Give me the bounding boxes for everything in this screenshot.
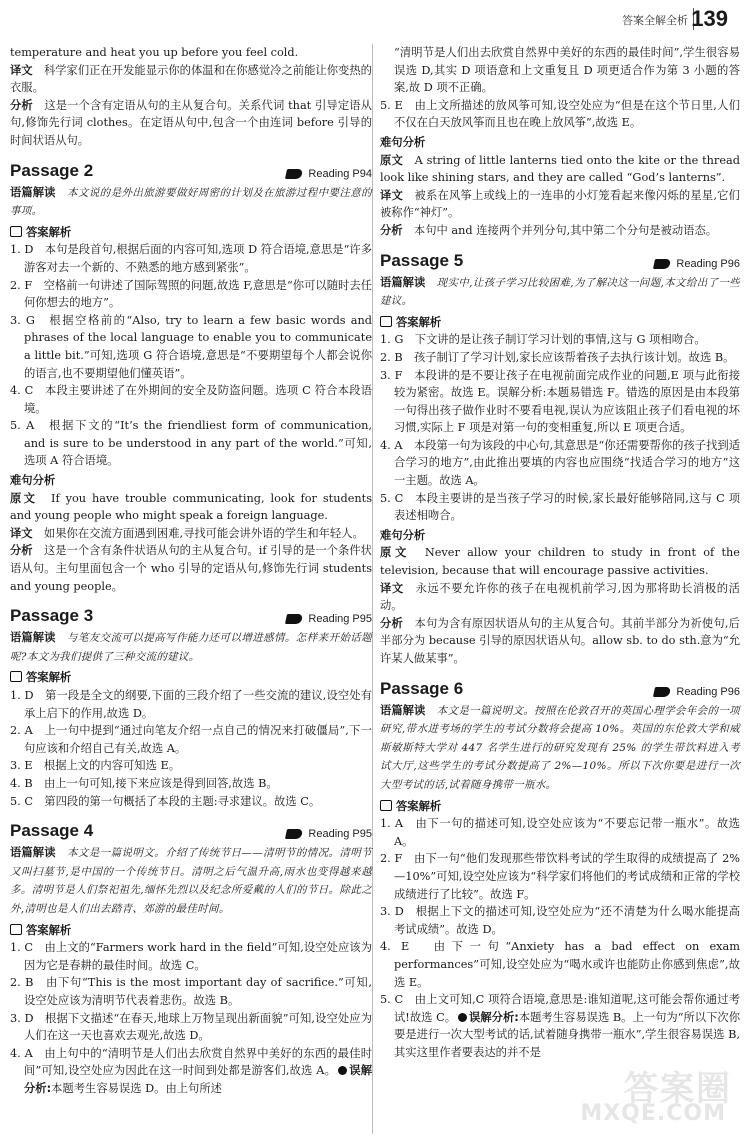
reading-ref-text: Reading P95: [308, 613, 372, 626]
passage-heading: [10, 605, 372, 627]
answer-item: 2. B 由下句“This is the most important day of sacrifice.”可知,设空处应该为清明节代表着悲伤。故选 B。: [10, 976, 372, 1007]
translation-text: 科学家们正在开发能显示你的体温和在你感觉冷之前能让你变热的衣服。: [10, 63, 372, 95]
label-translation: 译文: [10, 526, 33, 540]
difficult-sentence-heading: 难句分析: [380, 528, 426, 542]
page-number: 139: [691, 6, 728, 31]
answer-heading: [10, 224, 372, 242]
left-column: [10, 44, 372, 1097]
analysis-paragraph: [380, 222, 740, 240]
passage-heading: [380, 678, 740, 700]
passage-intro: [380, 702, 740, 795]
original-text: [10, 490, 372, 525]
answer-heading-text: 答案解析: [396, 799, 442, 813]
answer-item: 5. E 由上文所描述的放风筝可知,设空处应为“但是在这个节日里,人们不仅在白天放风筝而且也在晚上放风筝”,故选 E。: [380, 98, 740, 130]
label-translation: 译文: [380, 581, 404, 595]
answer-heading: [380, 798, 740, 816]
answer-item: 1. C 由上文的“Farmers work hard in the field”可知,设空处应该为因为它是春耕的最佳时间。故选 C。: [10, 941, 372, 972]
answer-item: 2. F 空格前一句讲述了国际驾照的问题,故选 F,意思是“你可以随时去任何你想去的地方”。: [10, 278, 372, 310]
passage-intro: [380, 274, 740, 311]
label-analysis: 分析: [380, 223, 403, 237]
answer-item: [10, 1045, 372, 1098]
header-label: 答案全解全析: [622, 14, 688, 27]
label-original: 原文: [10, 491, 38, 505]
answer-heading-text: 答案解析: [26, 225, 72, 239]
reading-ref: [286, 166, 372, 182]
column-divider: [372, 44, 373, 1134]
translation-paragraph: [380, 187, 740, 222]
answer-heading-text: 答案解析: [396, 315, 442, 329]
page-header: [0, 0, 750, 36]
reading-ref-text: Reading P94: [308, 167, 372, 180]
original-text: [380, 544, 740, 579]
intro-text: 本文是一篇说明文。介绍了传统节日——清明节的情况。清明节又叫扫墓节,是中国的一个传统节日。清明之后气温升高,雨水也变得越来越多。清明节是人们祭祀祖先,缅怀先烈以及纪念所爱戴的人们的节日。除此之外,清明也是人们出去踏青、郊游的最佳时间。: [10, 847, 372, 915]
answer-item: 2. A 上一句中提到“通过向笔友介绍一点自己的情况来打破僵局”,下一句应该和介绍自己有关,故选 A。: [10, 724, 372, 755]
lock-icon: [380, 316, 392, 327]
label-translation: 译文: [10, 63, 33, 77]
translation-text: 如果你在交流方面遇到困难,寻找可能会讲外语的学生和年轻人。: [43, 526, 364, 540]
pointing-hand-icon: [653, 687, 671, 697]
answer-item: 5. C 第四段的第一句概括了本段的主题:寻求建议。故选 C。: [10, 794, 321, 808]
difficult-sentence-heading: 难句分析: [380, 135, 426, 149]
continued-text: “清明节是人们出去欣赏自然界中美好的东西的最佳时间”,学生很容易误选 D,其实 D 项语意和上文重复且 D 项更适合作为第 3 小题的答案,故 D 项不正确。: [394, 46, 740, 95]
pointing-hand-icon: [653, 259, 671, 269]
analysis-paragraph: [10, 542, 372, 595]
passage-title: Passage 4: [10, 821, 94, 841]
error-analysis-text: 本题考生容易误选 B。上一句为“所以下次你要是进行一次大型考试的话,试着随身携带一瓶水”,学生很容易误选 B,其实这里作者要表达的并不是: [394, 1010, 740, 1059]
label-analysis: 分析: [10, 544, 33, 558]
error-analysis-label: 误解分析:: [24, 1064, 372, 1095]
answer-item: 3. F 本段讲的是不要让孩子在电视前面完成作业的问题,E 项与此衔接较为紧密。故选 E。误解分析:本题易错选 F。错选的原因是由本段第一句得出孩子做作业时不要看电视,误认为应该阻止孩子们看电视的坏习惯,实际上 F 项是对第一句的变相重复,所以 E 项更合适。: [380, 368, 740, 435]
analysis-paragraph: [380, 615, 740, 668]
lock-icon: [10, 671, 22, 682]
analysis-text: 这是一个含有定语从句的主从复合句。关系代词 that 引导定语从句,修饰先行词 clothes。在定语从句中,包含一个由连词 before 引导的时间状语从句。: [10, 98, 372, 147]
answer-item: 2. F 由下一句“他们发现那些带饮料考试的学生取得的成绩提高了 2%—10%”可知,设空处应该为“科学家们将他们的考试成绩和正常的学校成绩进行了比较”。故选 F。: [380, 852, 740, 901]
error-marker-icon: [458, 1013, 467, 1022]
original-sentence: If you have trouble communicating, look for students and young people who might speak a foreign language.: [10, 491, 372, 523]
original-text: [380, 152, 740, 187]
answer-item: 4. C 本段主要讲述了在外期间的安全及防盗问题。选项 C 符合本段语境。: [10, 384, 372, 415]
error-analysis-text: 本题考生容易误选 D。由上句所述: [51, 1081, 222, 1095]
lock-icon: [380, 800, 392, 811]
analysis-text: 本句为含有原因状语从句的主从复合句。其前半部分为祈使句,后半部分为 because 引导的原因状语从句。allow sb. to do sth.意为“允许某人做某事”。: [380, 616, 740, 665]
reading-ref-text: Reading P96: [676, 257, 740, 270]
intro-text: 本文是一篇说明文。按照在伦敦召开的英国心理学会年会的一项研究,带水进考场的学生的考试分数将会提高 10%。英国的东伦敦大学和威斯敏斯特大学对 447 名学生进行的研究发现有 25% 的学生带饮料进入考试大厅,这些学生的考试分数提高了 2%—10%。所以下次你要是进行一次大型考试的话,试着随身携带一瓶水。: [380, 704, 740, 791]
passage-heading: [380, 250, 740, 272]
label-analysis: 分析: [10, 98, 33, 112]
answer-heading: [10, 922, 372, 940]
answer-heading-text: 答案解析: [26, 671, 72, 685]
translation-paragraph: [10, 62, 372, 97]
answer-item: 5. C 本段主要讲的是当孩子学习的时候,家长最好能够陪同,这与 C 项表述相吻合。: [380, 491, 740, 523]
passage-title: Passage 5: [380, 250, 464, 270]
pointing-hand-icon: [285, 614, 303, 624]
answer-item: 4. B 由上一句可知,接下来应该是得到回答,故选 B。: [10, 776, 278, 790]
passage-intro: [10, 184, 372, 221]
answer-text: 4. A 由上句中的“清明节是人们出去欣赏自然界中美好的东西的最佳时间”可知,设空处应为因此在这一时间到处都是游客们,故选 A。: [10, 1046, 372, 1078]
label-intro: 语篇解读: [10, 631, 56, 645]
answer-item: 5. A 根据下文的“It’s the friendliest form of communication, and is sure to be understood in any part of the world.”可知,选项 A 符合语境。: [10, 419, 372, 468]
analysis-paragraph: [10, 97, 372, 150]
label-translation: 译文: [380, 188, 403, 202]
answer-item: 3. D 根据上下文的描述可知,设空处应为“还不清楚为什么喝水能提高考试成绩”。故选 D。: [380, 905, 740, 936]
translation-text: 被系在风筝上或线上的一连串的小灯笼看起来像闪烁的星星,它们被称作“神灯”。: [380, 188, 740, 220]
label-intro: 语篇解读: [10, 185, 56, 199]
label-analysis: 分析: [380, 616, 403, 630]
intro-text: 现实中,让孩子学习比较困难,为了解决这一问题,本文给出了一些建议。: [380, 276, 740, 308]
answer-item: 1. A 由下一句的描述可知,设空处应该为“不要忘记带一瓶水”。故选 A。: [380, 817, 740, 848]
intro-text: 与笔友交流可以提高写作能力还可以增进感情。怎样来开始话题呢?本文为我们提供了三种交流的建议。: [10, 632, 372, 663]
passage-intro: [10, 844, 372, 918]
original-sentence: A string of little lanterns tied onto the kite or the thread look like shining stars, and they are called “God’s lanterns”.: [380, 153, 740, 185]
passage-title: Passage 2: [10, 160, 94, 180]
label-original: 原文: [380, 546, 410, 560]
answer-item: 4. E 由下一句“Anxiety has a bad effect on exam performances”可知,设空处应为“喝水或许也能防止你感到焦虑”,故选 E。: [380, 940, 740, 989]
answer-item: 3. E 根据上文的内容可知选 E。: [10, 759, 181, 773]
translation-text: 永远不要允许你的孩子在电视机前学习,因为那将助长消极的活动。: [380, 581, 740, 613]
reading-ref-text: Reading P96: [676, 685, 740, 698]
reading-ref: [286, 611, 372, 627]
answer-item: 1. D 本句是段首句,根据后面的内容可知,选项 D 符合语境,意思是“许多游客对去一个新的、不熟悉的地方感到紧张”。: [10, 243, 372, 274]
analysis-text: 这是一个含有条件状语从句的主从复合句。if 引导的是一个条件状语从句。主句里面包含一个 who 引导的定语从句,修饰先行词 students and young people。: [10, 544, 372, 593]
translation-paragraph: [380, 580, 740, 615]
answer-item: 3. D 根据下文描述“在春天,地球上万物呈现出新面貌”可知,设空处应为人们在这一天也喜欢去观光,故选 D。: [10, 1011, 372, 1043]
answer-text: 5. C 由上文可知,C 项符合语境,意思是:谁知道呢,这可能会帮你通过考试!故选 C。: [380, 993, 740, 1024]
label-intro: 语篇解读: [380, 703, 426, 717]
passage-title: Passage 3: [10, 606, 94, 626]
analysis-text: 本句中 and 连接两个并列分句,其中第二个分句是被动语态。: [413, 223, 718, 237]
passage-title: Passage 6: [380, 678, 464, 698]
intro-text: 本文说的是外出旅游要做好周密的计划及在旅游过程中要注意的事项。: [10, 186, 372, 218]
error-marker-icon: [338, 1066, 347, 1075]
watermark-logo: [580, 1061, 736, 1131]
passage-intro: [10, 629, 372, 666]
passage-heading: [10, 820, 372, 842]
text-line: temperature and heat you up before you feel cold.: [10, 46, 299, 59]
reading-ref: [286, 826, 372, 842]
answer-heading: [380, 314, 740, 332]
error-analysis-label: 误解分析:: [469, 1010, 519, 1024]
lock-icon: [10, 924, 22, 935]
reading-ref: [654, 256, 740, 272]
right-column: [380, 44, 740, 1061]
translation-paragraph: [10, 525, 372, 543]
reading-ref-text: Reading P95: [308, 828, 372, 841]
label-intro: 语篇解读: [10, 846, 56, 860]
passage-heading: [10, 160, 372, 182]
answer-heading-text: 答案解析: [26, 923, 72, 937]
answer-item: 1. G 下文讲的是让孩子制订学习计划的事情,这与 G 项相吻合。: [380, 333, 706, 347]
watermark-text: 答案圈: [624, 1069, 732, 1109]
pointing-hand-icon: [285, 829, 303, 839]
label-original: 原文: [380, 153, 404, 167]
answer-item: 3. G 根据空格前的“Also, try to learn a few basic words and phrases of the local language to enable you to communicate a little bit.”可知,选项 G 符合语境,意思是“不要期望每个人都会说你的语言,也不要期望他们懂英语”。: [10, 313, 372, 380]
answer-item: [380, 991, 740, 1061]
lock-icon: [10, 226, 22, 237]
watermark-url: MXQE.COM: [580, 1101, 726, 1126]
answer-item: 1. D 第一段是全文的纲要,下面的三段介绍了一些交流的建议,设空处有承上启下的作用,故选 D。: [10, 689, 372, 720]
label-intro: 语篇解读: [380, 275, 426, 289]
answer-item: 2. B 孩子制订了学习计划,家长应该帮着孩子去执行该计划。故选 B。: [380, 350, 735, 364]
answer-item: 4. A 本段第一句为该段的中心句,其意思是“你还需要帮你的孩子找到适合学习的地方”,由此推出要填的内容也应围绕“找适合学习的地方”这一主题。故选 A。: [380, 438, 740, 488]
difficult-sentence-heading: 难句分析: [10, 474, 56, 488]
answer-heading: [10, 669, 372, 687]
pointing-hand-icon: [285, 169, 303, 179]
reading-ref: [654, 684, 740, 700]
original-sentence: Never allow your children to study in front of the television, because that will encourage passive activities.: [380, 546, 740, 578]
